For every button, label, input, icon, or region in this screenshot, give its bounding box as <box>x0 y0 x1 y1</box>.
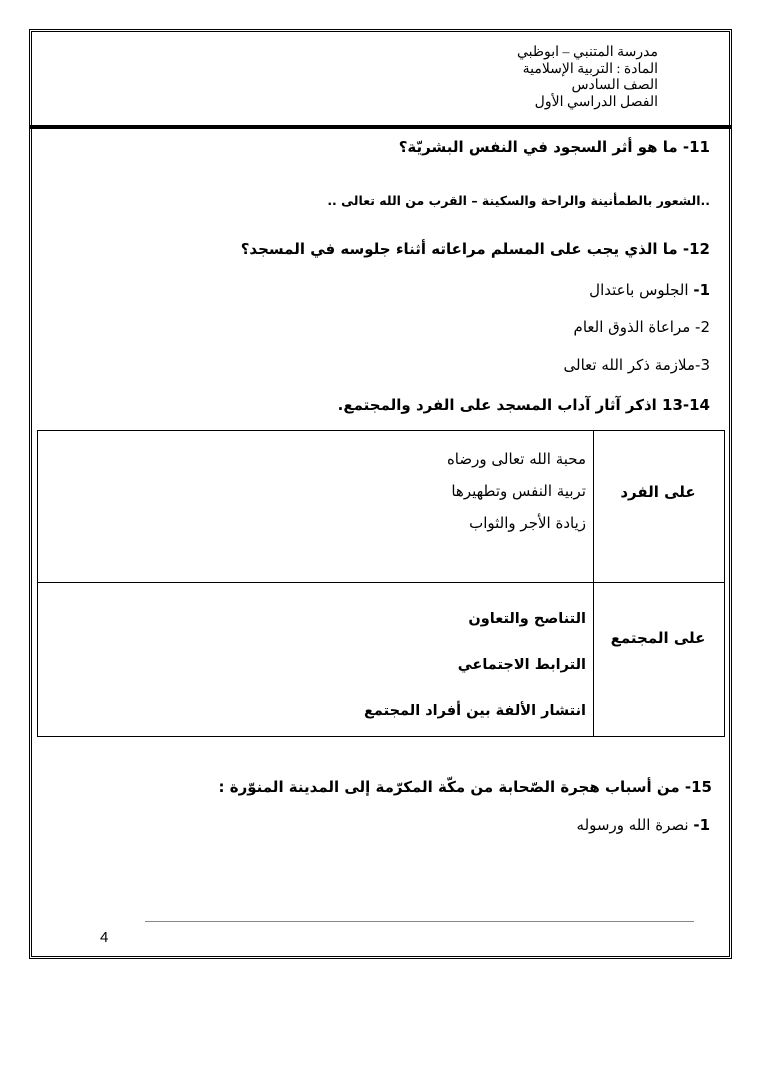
list-item: الترابط الاجتماعي <box>457 657 586 673</box>
answer-15-item-1: 1- نصرة الله ورسوله <box>576 816 710 834</box>
individual-effects-list <box>447 443 586 539</box>
footer-divider <box>145 921 694 922</box>
answer-12-item-3: 3-ملازمة ذكر الله تعالى <box>563 356 710 374</box>
question-13-14: 13-14 اذكر آثار آداب المسجد على الفرد والمجتمع. <box>337 396 710 414</box>
list-item: محبة الله تعالى ورضاه <box>446 450 586 468</box>
document-header <box>358 45 658 111</box>
list-item: تربية النفس وتطهيرها <box>451 482 586 500</box>
school-name: مدرسة المتنبي – ابوظبي <box>517 45 658 60</box>
effects-table <box>37 430 725 737</box>
list-item: انتشار الألفة بين أفراد المجتمع <box>364 703 586 719</box>
answer-12-item-1: 1- الجلوس باعتدال <box>589 281 710 299</box>
question-15: 15- من أسباب هجرة الصّحابة من مكّة المكرّمة إلى المدينة المنوّرة : <box>218 778 712 796</box>
grade-name: الصف السادس <box>571 78 658 93</box>
question-11: 11- ما هو أثر السجود في النفس البشريّة؟ <box>398 138 710 156</box>
table-column-divider <box>593 431 594 736</box>
society-label: على المجتمع <box>610 629 706 647</box>
subject-name: المادة : التربية الإسلامية <box>522 61 658 77</box>
list-item: التناصح والتعاون <box>468 611 586 627</box>
list-item: زيادة الأجر والثواب <box>469 514 586 532</box>
individual-label: على الفرد <box>620 483 696 501</box>
header-divider <box>30 125 732 129</box>
society-effects-list <box>364 596 586 734</box>
answer-11: ..الشعور بالطمأنينة والراحة والسكينة – القرب من الله تعالى .. <box>327 193 710 208</box>
term-name: الفصل الدراسي الأول <box>534 94 658 110</box>
page-number: 4 <box>100 929 109 946</box>
answer-12-item-2: 2- مراعاة الذوق العام <box>573 318 710 336</box>
table-row-divider <box>38 582 724 583</box>
question-12: 12- ما الذي يجب على المسلم مراعاته أثناء جلوسه في المسجد؟ <box>240 240 710 258</box>
